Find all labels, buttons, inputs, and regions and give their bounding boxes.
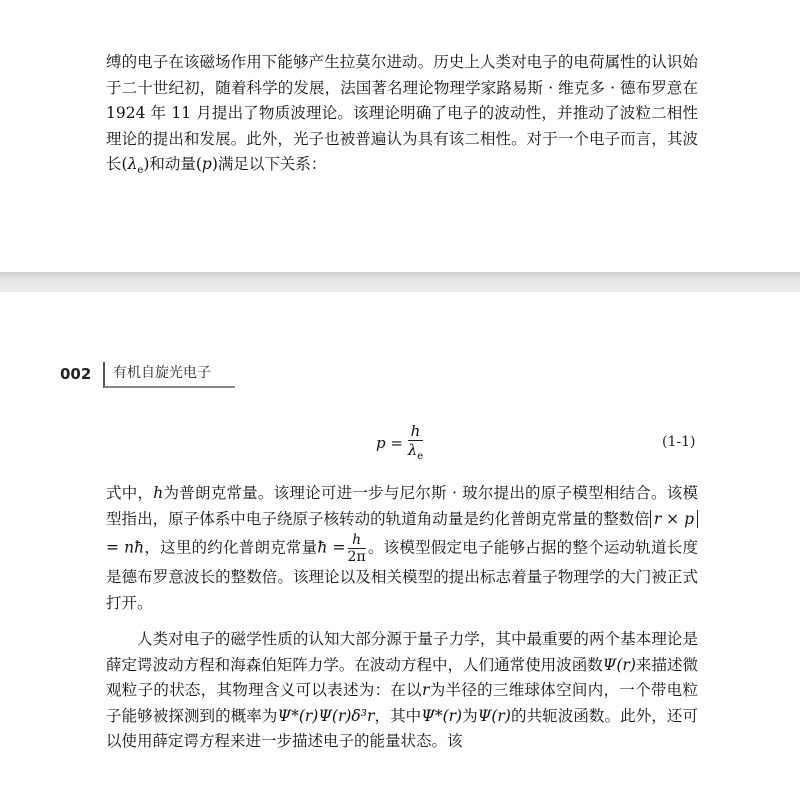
paragraph-3 — [106, 627, 698, 755]
p3-text-5: 为 — [462, 706, 478, 725]
paragraph-top — [106, 50, 698, 184]
paragraph-2 — [106, 481, 698, 616]
abs-expression: r × p — [653, 509, 694, 528]
chapter-title: 有机自旋光电子 — [113, 365, 211, 381]
hbar-lhs: ħ = — [317, 538, 346, 557]
p2-text-4: 。该模型假定电子能够占据的整个运动轨道长度是德布罗意波长的整数倍。该理论以及相关模型的提出标志着量子物理学的大门被正式打开。 — [106, 538, 698, 612]
page-number: 002 — [60, 365, 92, 383]
angular-momentum-abs — [650, 510, 698, 528]
p3-text-1: 人类对电子的磁学性质的认知大部分源于量子力学，其中最重要的两个基本理论是薛定谔波动方程和海森伯矩阵力学。在波动方程中，人们通常使用波函数 — [106, 630, 698, 674]
paragraph-top-text: 缚的电子在该磁场作用下能够产生拉莫尔进动。历史上人类对电子的电荷属性的认识始于二十世纪初，随着科学的发展，法国著名理论物理学家路易斯 · 维克多 · 德布罗意在 1924 年 11 月提出了物质波理论。该理论明确了电子的波动性，并推动了波粒二相性理论的提出和发展。此外，光子也被普遍认为具有该二相性。对于一个电子而言，其波长( — [106, 53, 698, 173]
running-header — [60, 364, 300, 390]
p2-text-3: ，这里的约化普朗克常量 — [144, 538, 318, 557]
paragraph-top-end: )满足以下关系： — [211, 155, 327, 173]
planck-symbol: h — [153, 484, 164, 502]
hbar-denominator: 2π — [347, 549, 366, 565]
hbar-numerator: h — [352, 532, 362, 548]
hbar-fraction — [348, 532, 366, 565]
equation-lhs: p — [376, 434, 386, 452]
equation-1-1 — [376, 422, 456, 472]
chapter-title-box — [103, 362, 235, 388]
equation-number: (1-1) — [662, 434, 696, 450]
equation-denominator-sub: e — [417, 451, 424, 462]
wavefunction-symbol-2: Ψ(r) — [477, 706, 511, 725]
page-gap — [0, 272, 800, 292]
p3-text-2: 来描述微观粒子的状态，其物理含义可以表述为：在以 — [106, 655, 698, 699]
equation-numerator: h — [410, 422, 421, 440]
p3-text-3: 为半径的三维球体空间内，一个带电粒子能够被探测到的概率为 — [106, 681, 698, 725]
lambda-subscript: e — [137, 165, 144, 177]
p3-text-6: 的共轭波函数。此外，还可以使用薛定谔方程来进一步描述电子的能量状态。该 — [106, 706, 698, 750]
equation-equals: = — [390, 434, 403, 452]
momentum-symbol: p — [201, 155, 212, 173]
p3-text-4: ，其中 — [374, 706, 422, 725]
p2-text-1: 式中， — [106, 484, 154, 502]
p2-text-2: 为普朗克常量。该理论可进一步与尼尔斯 · 玻尔提出的原子模型相结合。该模型指出，原子体系中电子绕原子核转动的轨道角动量是约化普朗克常量的整数倍 — [106, 484, 698, 528]
equation-fraction — [408, 422, 423, 466]
conjugate-wavefunction: Ψ*(r) — [421, 706, 463, 725]
page-upper — [0, 0, 800, 272]
lambda-symbol: λ — [127, 155, 138, 173]
equation-denominator: λ — [407, 441, 418, 459]
probability-expression: Ψ*(r)Ψ(r)δ³r — [277, 706, 375, 725]
abs-rhs: = nħ — [106, 538, 145, 557]
paragraph-top-mid: )和动量( — [143, 155, 202, 173]
wavefunction-symbol: Ψ(r) — [602, 655, 636, 674]
radius-symbol: r — [421, 681, 430, 699]
